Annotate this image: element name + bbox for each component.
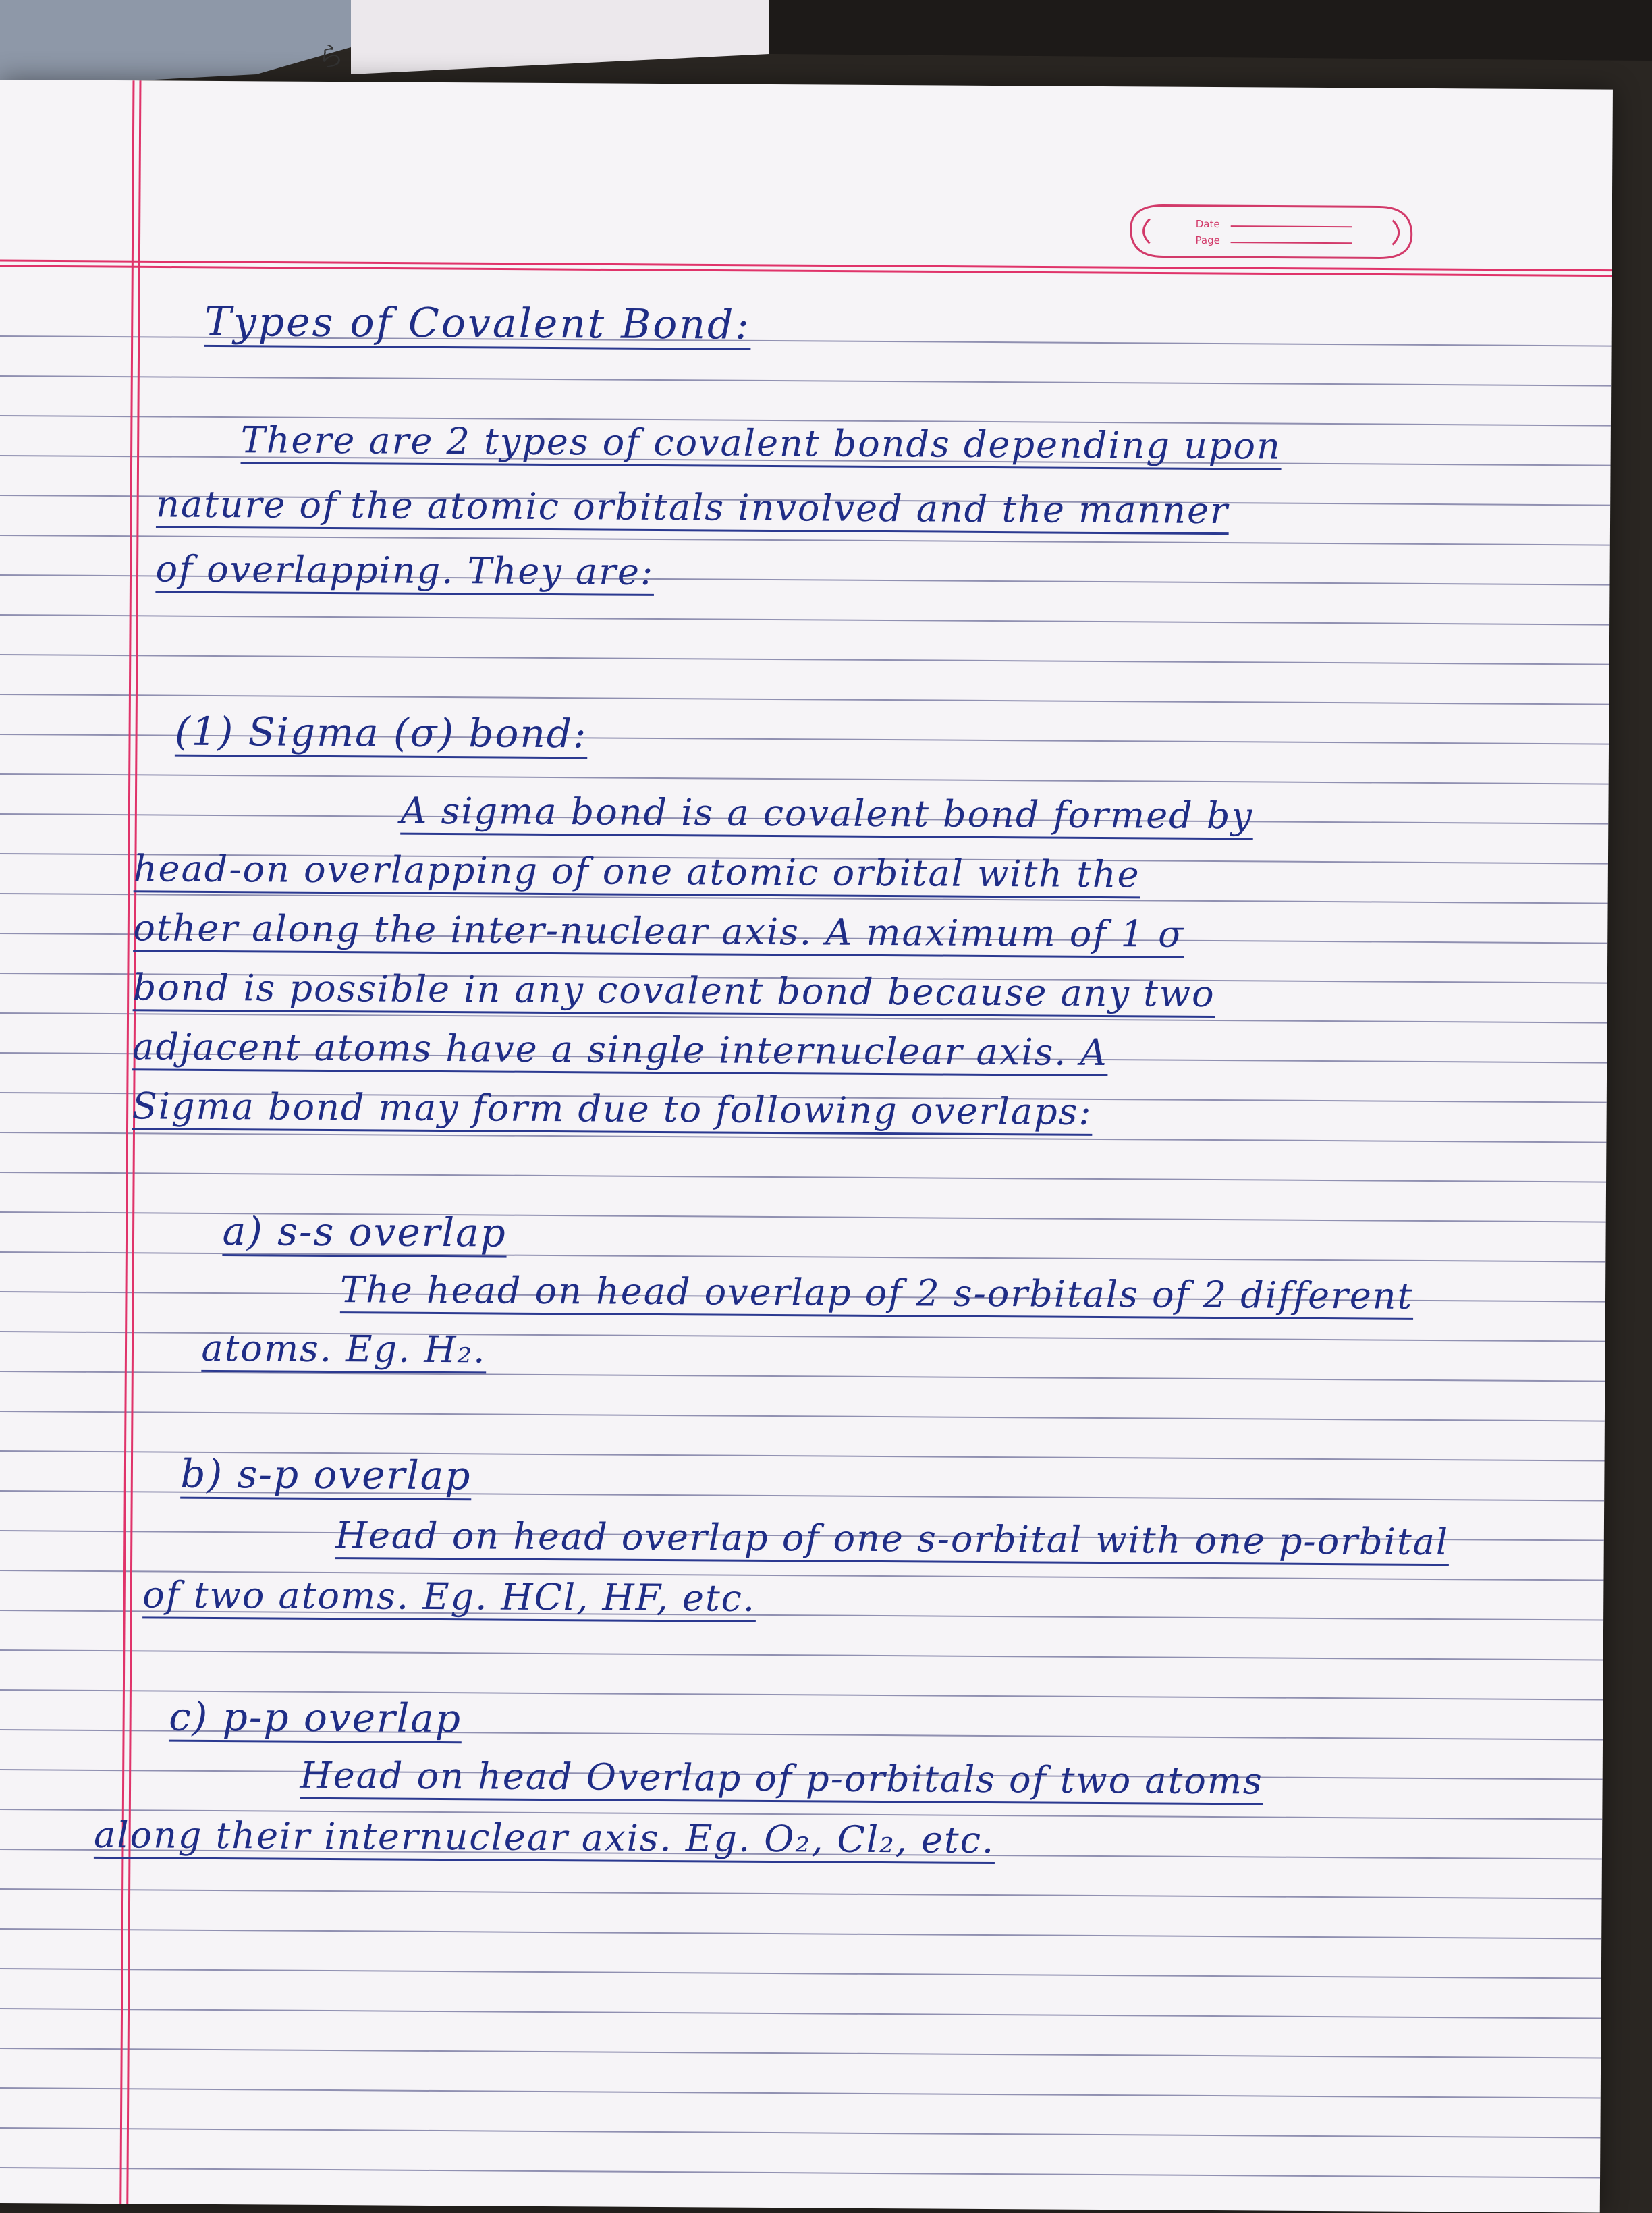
ruled-line <box>0 1132 1606 1143</box>
ruled-line <box>0 2009 1601 2019</box>
ruled-line <box>0 1371 1605 1382</box>
ruled-line <box>0 1013 1607 1023</box>
sigma-heading: (1) Sigma (σ) bond: <box>174 708 588 757</box>
ss-overlap-line: atoms. Eg. H₂. <box>201 1326 487 1371</box>
ruled-line <box>0 1969 1601 1979</box>
ruled-line <box>0 535 1610 545</box>
sp-overlap-heading: b) s-p overlap <box>180 1450 472 1499</box>
ruled-line <box>0 376 1611 386</box>
sigma-line: other along the inter-nuclear axis. A maximum of 1 σ <box>133 906 1185 956</box>
corner-marker: ら <box>317 41 344 72</box>
intro-line: There are 2 types of covalent bonds depending upon <box>240 418 1282 468</box>
margin-line <box>121 80 134 2204</box>
pp-overlap-line: Head on head Overlap of p-orbitals of two atoms <box>300 1753 1263 1803</box>
ss-overlap-line: The head on head overlap of 2 s-orbitals of 2 different <box>339 1268 1414 1317</box>
ruled-line <box>0 694 1609 705</box>
intro-line: of overlapping. They are: <box>155 547 655 593</box>
ss-overlap-heading: a) s-s overlap <box>222 1208 507 1256</box>
sigma-line: Sigma bond may form due to following overlaps: <box>132 1085 1093 1133</box>
ruled-line <box>0 655 1609 665</box>
ruled-line <box>0 2048 1601 2058</box>
sigma-line: bond is possible in any covalent bond because any two <box>132 966 1215 1016</box>
ruled-line <box>0 1929 1601 1939</box>
sigma-line: head-on overlapping of one atomic orbital with the <box>133 847 1140 896</box>
ruled-line <box>0 2128 1600 2138</box>
ruled-line <box>0 2168 1600 2178</box>
pp-overlap-heading: c) p-p overlap <box>168 1693 462 1742</box>
page-label: Page <box>1195 234 1220 247</box>
page-title: Types of Covalent Bond: <box>204 298 751 349</box>
ruled-line <box>0 894 1608 904</box>
intro-line: nature of the atomic orbitals involved and the manner <box>155 483 1230 532</box>
ruled-line <box>0 1650 1603 1660</box>
ruled-line <box>0 1172 1606 1182</box>
notebook-page <box>0 80 1613 2213</box>
ruled-line <box>0 2088 1601 2098</box>
sp-overlap-line: Head on head overlap of one s-orbital with one p-orbital <box>335 1514 1450 1564</box>
ruled-line <box>0 774 1609 784</box>
pp-overlap-line: along their internuclear axis. Eg. O₂, Cl₂, etc. <box>93 1813 995 1862</box>
date-page-box <box>1122 192 1420 273</box>
ruled-line <box>0 1411 1605 1421</box>
sigma-line: adjacent atoms have a single internuclear axis. A <box>132 1025 1108 1074</box>
ruled-line <box>0 1889 1602 1899</box>
sigma-line: A sigma bond is a covalent bond formed by <box>400 789 1254 838</box>
ruled-lines <box>0 80 1613 2213</box>
ruled-line <box>0 615 1609 625</box>
sp-overlap-line: of two atoms. Eg. HCl, HF, etc. <box>142 1573 756 1620</box>
date-label: Date <box>1195 217 1220 231</box>
